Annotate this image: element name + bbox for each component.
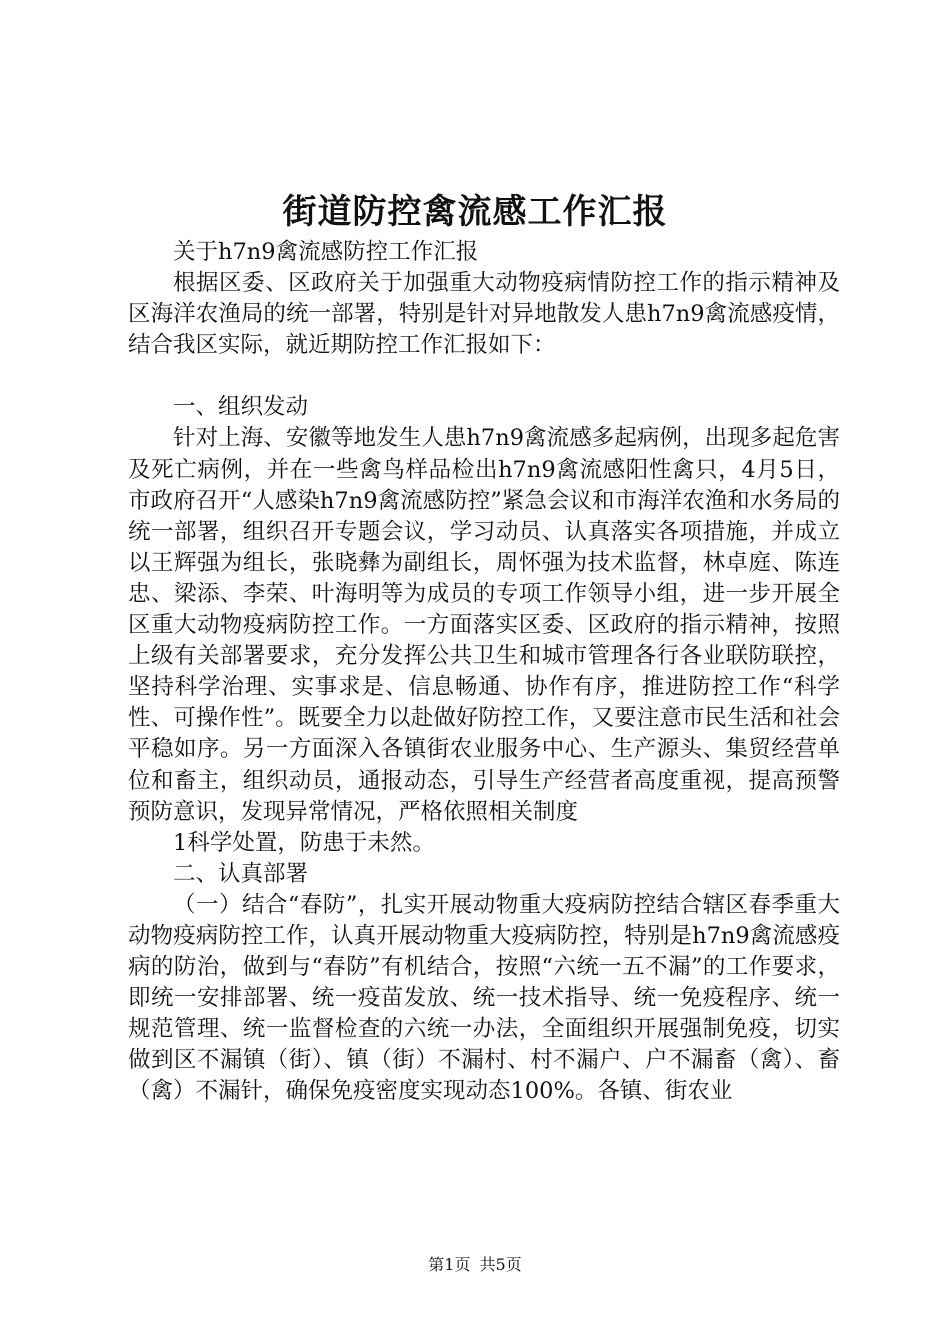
body-paragraph: 针对上海、安徽等地发生人患h7n9禽流感多起病例，出现多起危害及死亡病例，并在一些禽鸟样品检出h7n9禽流感阳性禽只，4月5日，市政府召开“人感染h7n9禽流感防控”紧急会议和市海洋农渔和水务局的统一部署，组织召开专题会议，学习动员、认真落实各项措施，并成立以王辉强为组长，张晓彝为副组长，周怀强为技术监督，林卓庭、陈连忠、梁添、李荣、叶海明等为成员的专项工作领导小组，进一步开展全区重大动物疫病防控工作。一方面落实区委、区政府的指示精神，按照上级有关部署要求，充分发挥公共卫生和城市管理各行各业联防联控，坚持科学治理、实事求是、信息畅通、协作有序，推进防控工作“科学性、可操作性”。既要全力以赴做好防控工作，又要注意市民生活和社会平稳如序。另一方面深入各镇街农业服务中心、生产源头、集贸经营单位和畜主，组织动员，通报动态，引导生产经营者高度重视，提高预警预防意识，发现异常情况，严格依照相关制度 [128,425,840,825]
intro-paragraph: 根据区委、区政府关于加强重大动物疫病情防控工作的指示精神及区海洋农渔局的统一部署，特别是针对异地散发人患h7n9禽流感疫情，结合我区实际，就近期防控工作汇报如下： [128,270,840,359]
document-title: 街道防控禽流感工作汇报 [282,192,668,232]
subtitle-paragraph: 关于h7n9禽流感防控工作汇报 [173,239,479,265]
page-total: 共5页 [479,1255,522,1274]
page-footer [0,1252,950,1275]
section-heading-1: 一、组织发动 [173,394,309,421]
page-number: 第1页 [428,1255,471,1274]
document-body [128,237,840,1108]
body-paragraph: （一）结合“春防”，扎实开展动物重大疫病防控结合辖区春季重大动物疫病防控工作，认真开展动物重大疫病防控，特别是h7n9禽流感疫病的防治，做到与“春防”有机结合，按照“六统一五不漏”的工作要求，即统一安排部署、统一疫苗发放、统一技术指导、统一免疫程序、统一规范管理、统一监督检查的六统一办法，全面组织开展强制免疫，切实做到区不漏镇（街）、镇（街）不漏村、村不漏户、户不漏畜（禽）、畜（禽）不漏针，确保免疫密度实现动态100%。各镇、街农业 [128,891,840,1105]
section-heading-2: 二、认真部署 [173,860,309,887]
body-paragraph: 1科学处置，防患于未然。 [173,829,435,856]
